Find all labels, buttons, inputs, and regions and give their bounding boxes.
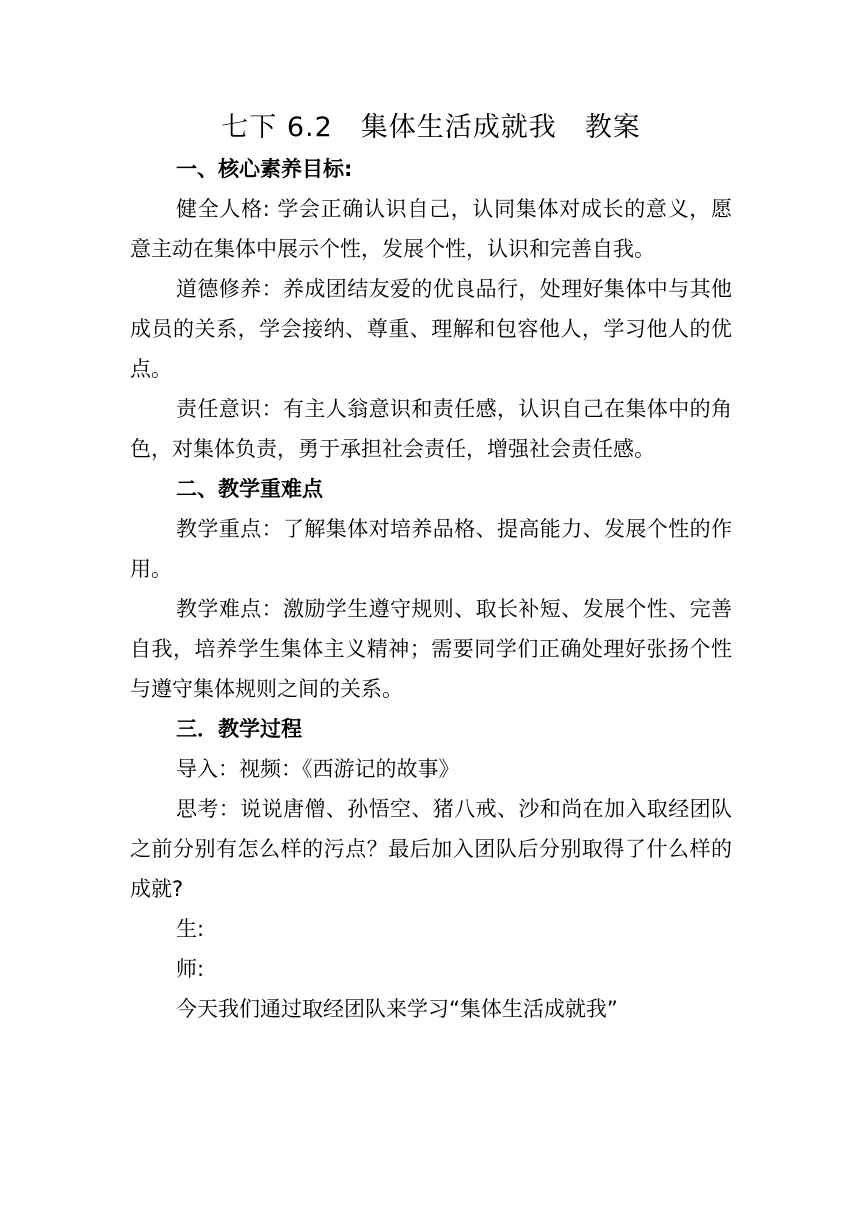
student-answer-label: 生: bbox=[176, 917, 205, 941]
section-heading-key-points: 二、教学重难点 bbox=[176, 477, 323, 501]
paragraph-intro: 导入：视频：《西游记的故事》 bbox=[176, 757, 460, 781]
document-title: 七下 6.2 集体生活成就我 教案 bbox=[221, 112, 641, 143]
document-body bbox=[130, 108, 732, 1029]
paragraph-teaching-difficulty: 教学难点：激励学生遵守规则、取长补短、发展个性、完善自我，培养学生集体主义精神；需要同学们正确处理好张扬个性与遵守集体规则之间的关系。 bbox=[130, 597, 732, 701]
teacher-answer-label: 师: bbox=[176, 957, 205, 981]
section-heading-process: 三．教学过程 bbox=[176, 717, 302, 741]
section-heading-goals: 一、核心素养目标: bbox=[176, 157, 353, 181]
paragraph-responsibility: 责任意识：有主人翁意识和责任感，认识自己在集体中的角色，对集体负责，勇于承担社会责任，增强社会责任感。 bbox=[130, 397, 732, 461]
paragraph-closing: 今天我们通过取经团队来学习“集体生活成就我” bbox=[176, 997, 618, 1021]
paragraph-teaching-focus: 教学重点：了解集体对培养品格、提高能力、发展个性的作用。 bbox=[130, 517, 732, 581]
paragraph-morality: 道德修养：养成团结友爱的优良品行，处理好集体中与其他成员的关系，学会接纳、尊重、理解和包容他人，学习他人的优点。 bbox=[130, 277, 732, 381]
paragraph-question: 思考：说说唐僧、孙悟空、猪八戒、沙和尚在加入取经团队之前分别有怎么样的污点？最后加入团队后分别取得了什么样的成就? bbox=[130, 797, 732, 901]
paragraph-personality: 健全人格: 学会正确认识自己，认同集体对成长的意义，愿意主动在集体中展示个性，发展个性，认识和完善自我。 bbox=[130, 197, 732, 261]
